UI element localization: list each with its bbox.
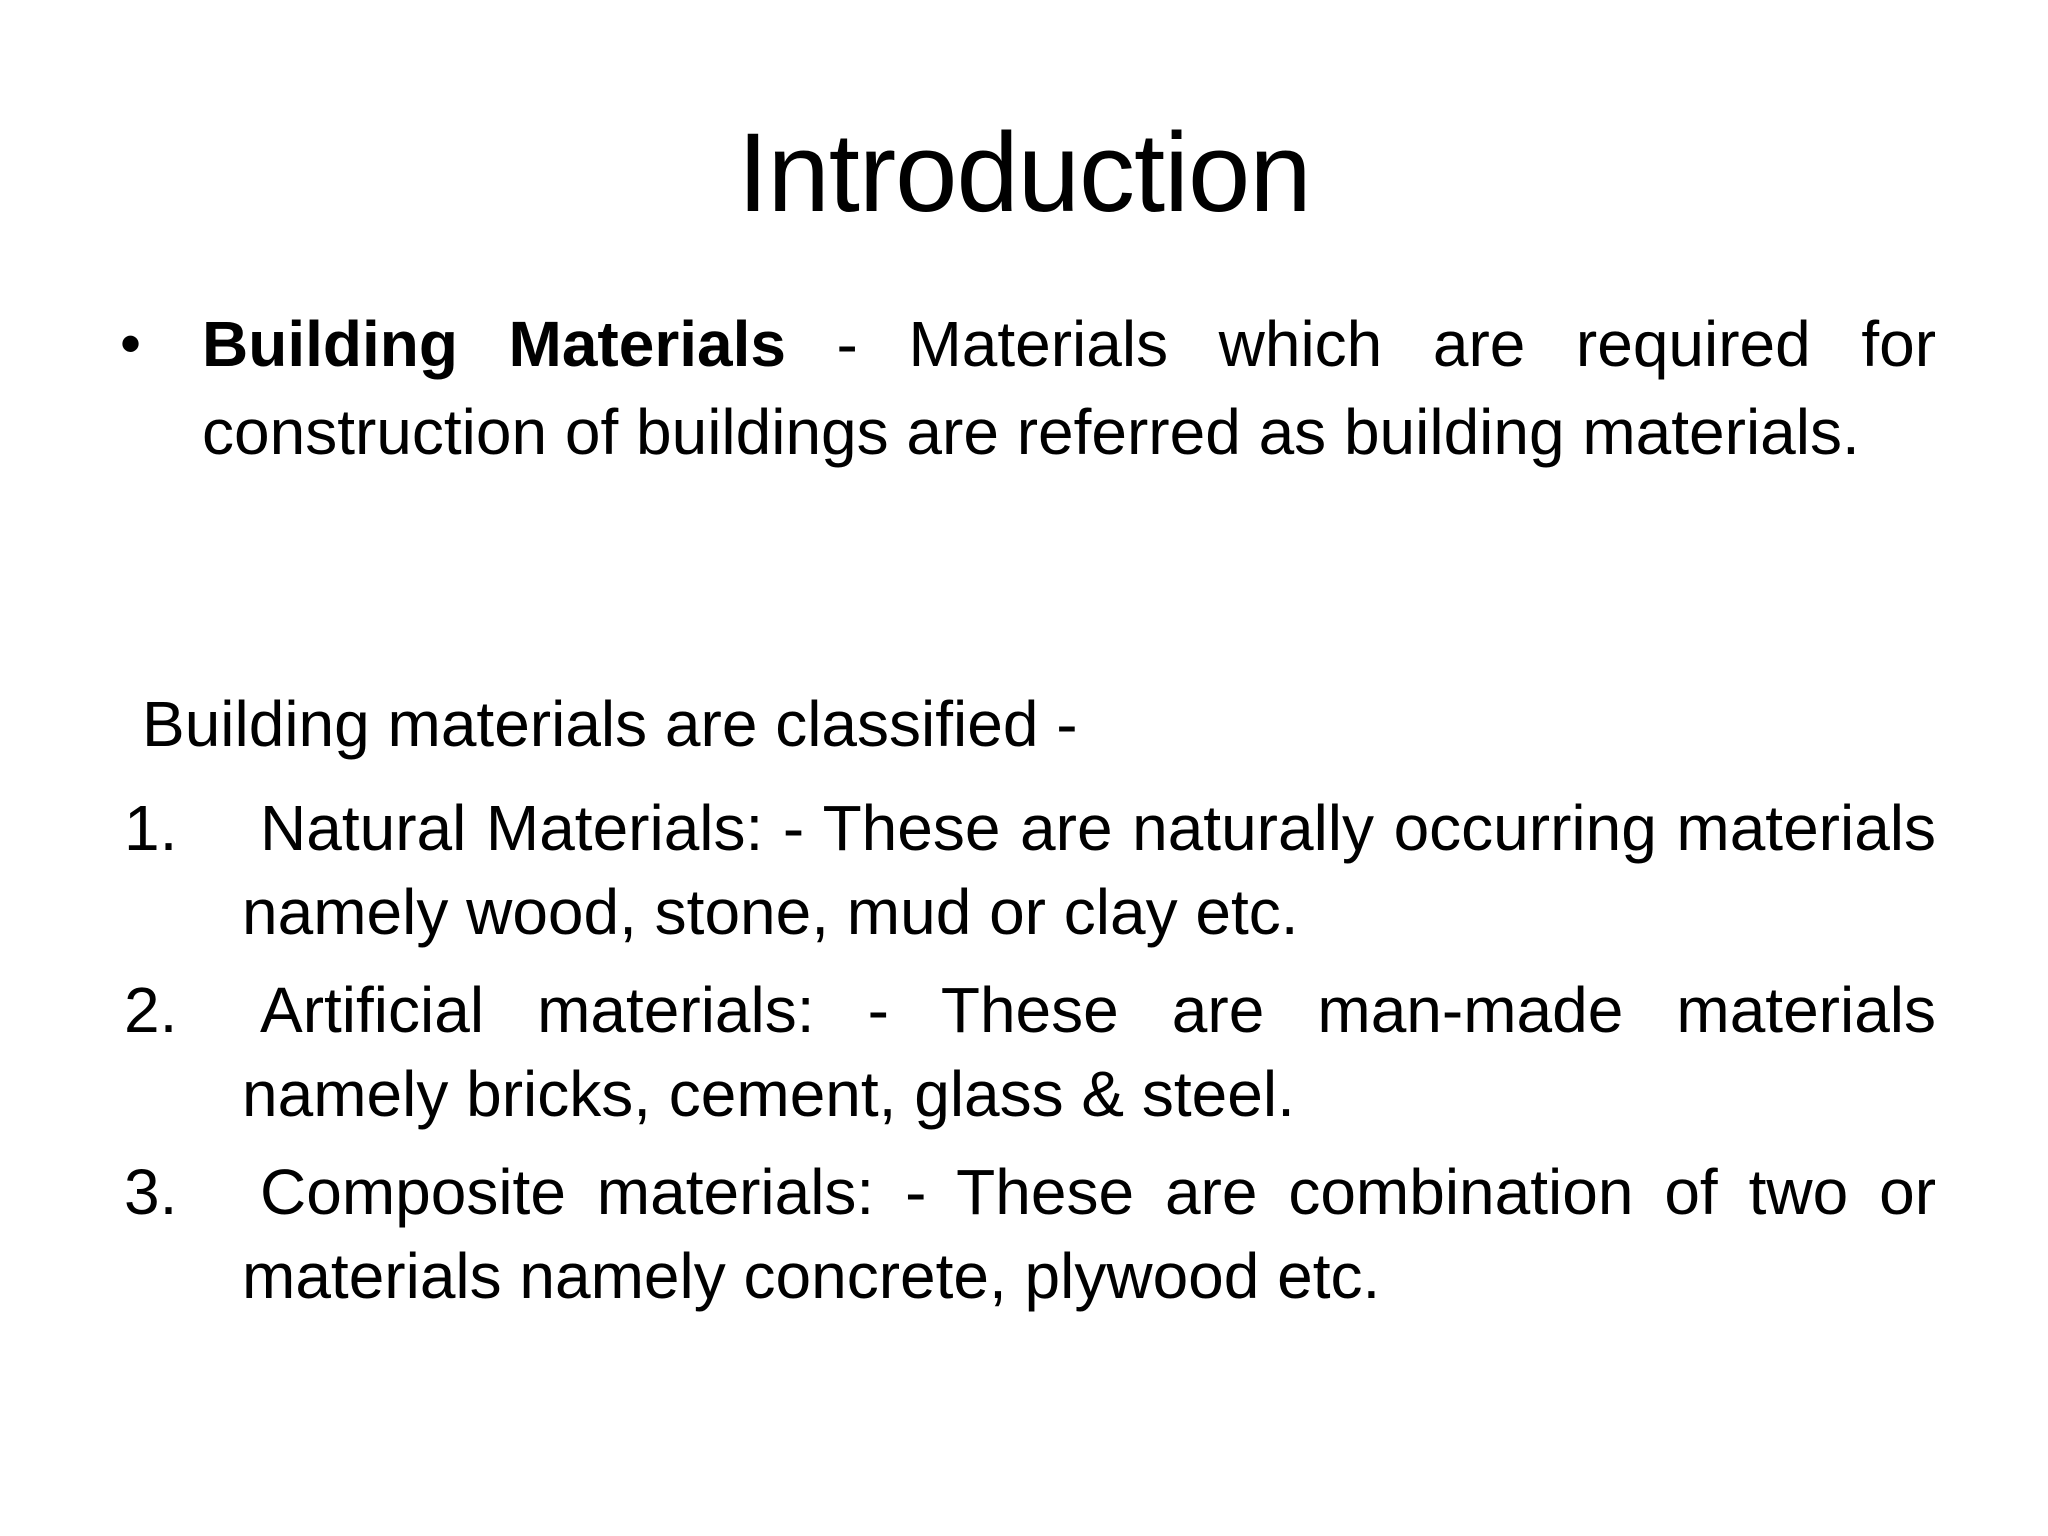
bullet-term: Building Materials xyxy=(202,308,786,380)
slide-title: Introduction xyxy=(737,110,1311,235)
list-item xyxy=(124,786,1936,954)
list-item-number: 2. xyxy=(124,974,178,1046)
bullet-definition: - Materials which are required for construction of buildings are referred as building materials. xyxy=(202,308,1937,468)
list-item-text: Natural Materials: - These are naturally occurring materials namely wood, stone, mud or clay etc. xyxy=(242,792,1936,948)
numbered-list xyxy=(124,786,1936,1332)
list-item-number: 1. xyxy=(124,792,178,864)
list-item xyxy=(124,968,1936,1136)
list-item xyxy=(124,1150,1936,1318)
list-item-number: 3. xyxy=(124,1156,178,1228)
bullet-marker: • xyxy=(120,310,142,377)
classification-intro: Building materials are classified - xyxy=(142,688,1078,760)
list-item-text: Composite materials: - These are combination of two or materials namely concrete, plywood etc. xyxy=(242,1156,1936,1312)
list-item-text: Artificial materials: - These are man-made materials namely bricks, cement, glass & steel. xyxy=(242,974,1936,1130)
bullet-text xyxy=(202,300,1936,476)
